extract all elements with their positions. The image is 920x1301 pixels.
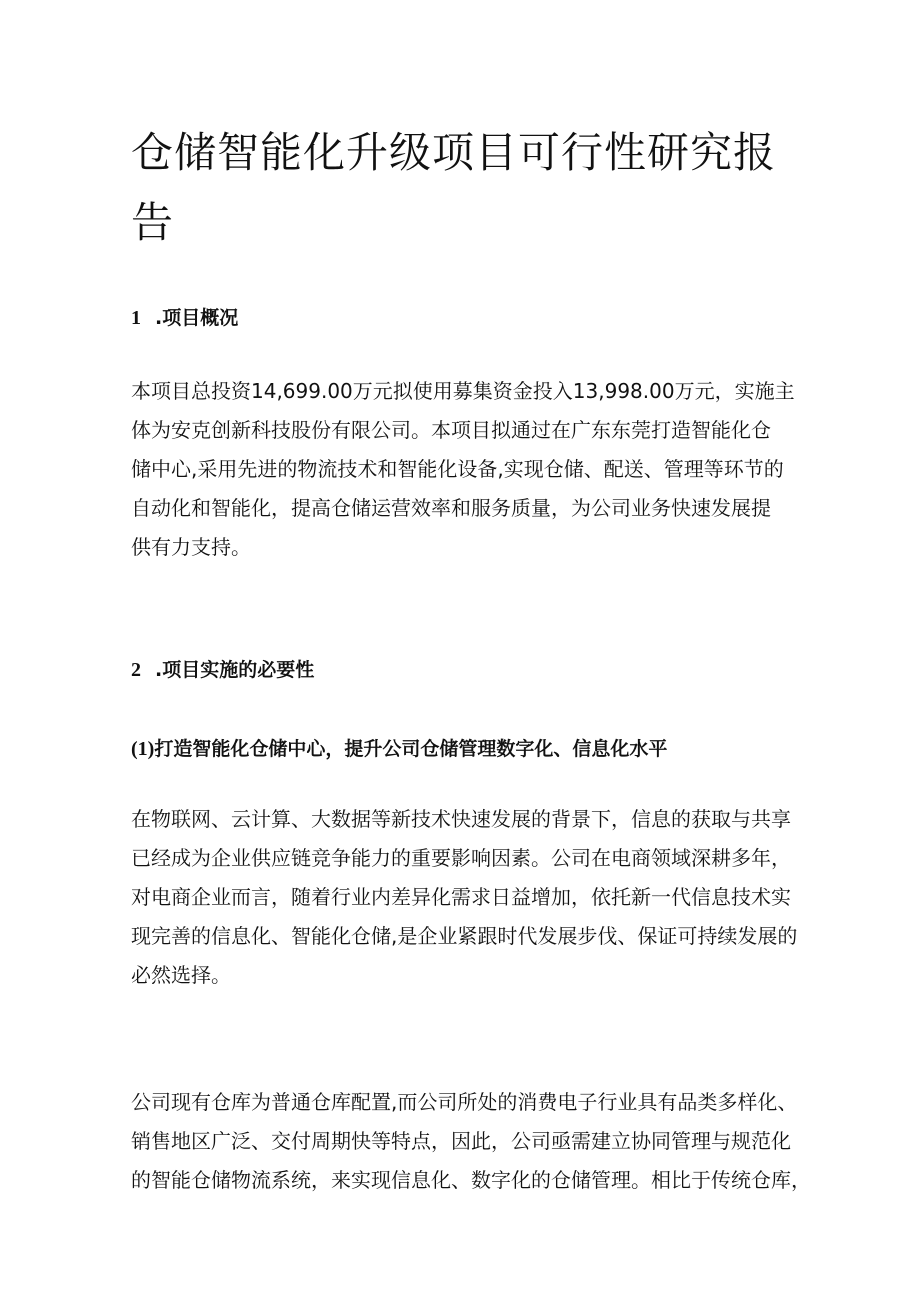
document-title: 仓储智能化升级项目可行性研究报告 (131, 128, 777, 247)
section-number: 1 (131, 307, 141, 329)
paragraph-line: 销售地区广泛、交付周期快等特点，因此，公司亟需建立协同管理与规范化 (131, 1129, 791, 1153)
section-heading-overview (131, 305, 238, 331)
subsection-marker: (1) (131, 738, 155, 760)
paragraph-line: 对电商企业而言，随着行业内差异化需求日益增加，依托新一代信息技术实 (131, 885, 791, 909)
paragraph-line: 储中心,采用先进的物流技术和智能化设备,实现仓储、配送、管理等环节的 (131, 457, 784, 481)
paragraph-line: 在物联网、云计算、大数据等新技术快速发展的背景下，信息的获取与共享 (131, 807, 791, 831)
paragraph-line: 的智能仓储物流系统，来实现信息化、数字化的仓储管理。相比于传统仓库， (131, 1168, 811, 1192)
paragraph-line: 现完善的信息化、智能化仓储,是企业紧跟时代发展步伐、保证可持续发展的 (131, 924, 798, 948)
subsection-heading (131, 736, 667, 762)
section-label: .项目实施的必要性 (155, 659, 315, 681)
paragraph-background (131, 800, 796, 995)
subsection-title: 打造智能化仓储中心，提升公司仓储管理数字化、信息化水平 (154, 738, 668, 760)
paragraph-line: 已经成为企业供应链竞争能力的重要影响因素。公司在电商领域深耕多年， (131, 846, 791, 870)
paragraph-line: 必然选择。 (131, 963, 231, 987)
section-number: 2 (131, 659, 141, 681)
paragraph-line: 体为安克创新科技股份有限公司。本项目拟通过在广东东莞打造智能化仓 (131, 418, 771, 442)
paragraph-line: 供有力支持。 (131, 535, 251, 559)
paragraph-current-warehouse (131, 1083, 811, 1200)
paragraph-line: 公司现有仓库为普通仓库配置,而公司所处的消费电子行业具有品类多样化、 (131, 1090, 798, 1114)
section-heading-necessity (131, 657, 314, 683)
section-label: .项目概况 (155, 307, 239, 329)
paragraph-overview (131, 372, 796, 567)
paragraph-line: 本项目总投资14,699.00万元拟使用募集资金投入13,998.00万元，实施主 (131, 379, 795, 403)
paragraph-line: 自动化和智能化，提高仓储运营效率和服务质量，为公司业务快速发展提 (131, 496, 771, 520)
